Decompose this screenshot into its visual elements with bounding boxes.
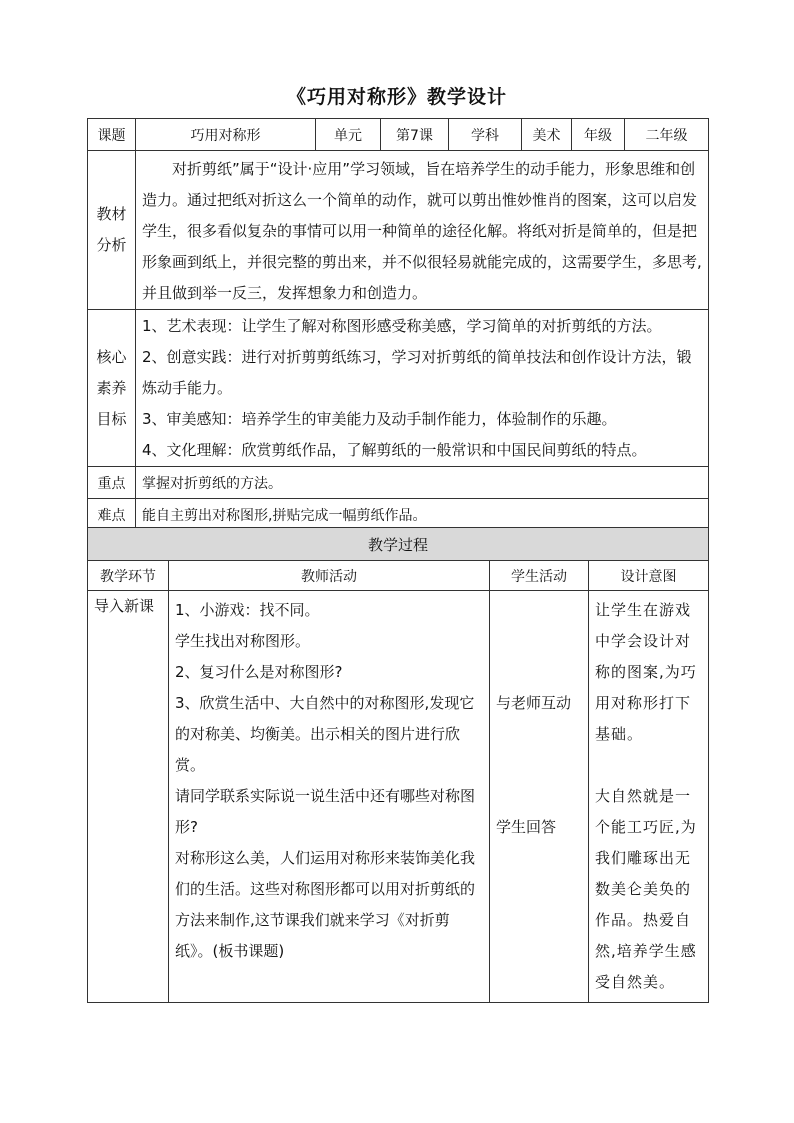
process-heading: 教学过程 — [88, 528, 709, 561]
column-header-stage: 教学环节 — [88, 561, 169, 591]
column-header-teacher: 教师活动 — [169, 561, 490, 591]
analysis-label-line1: 教材 — [96, 205, 127, 223]
teacher-activity-line: 2、复习什么是对称图形? — [175, 663, 343, 681]
analysis-row — [88, 151, 709, 310]
grade-value: 二年级 — [625, 119, 709, 151]
design-intent-1: 让学生在游戏中学会设计对称的图案,为巧用对称形打下基础。 — [595, 601, 697, 743]
topic-label: 课题 — [88, 119, 136, 151]
literacy-item: 4、文化理解：欣赏剪纸作品，了解剪纸的一般常识和中国民间剪纸的特点。 — [142, 440, 647, 459]
unit-value: 第7课 — [381, 119, 449, 151]
teacher-activity-line: 3、欣赏生活中、大自然中的对称图形,发现它的对称美、均衡美。出示相关的图片进行欣赏。 — [175, 694, 475, 774]
student-activity-2: 学生回答 — [496, 818, 557, 836]
teacher-activity-cell — [169, 591, 490, 1003]
literacy-label-line2: 素养 — [96, 378, 127, 397]
literacy-label-line1: 核心 — [96, 347, 127, 366]
literacy-item: 3、审美感知：培养学生的审美能力及动手制作能力，体验制作的乐趣。 — [142, 409, 617, 428]
document-title: 《巧用对称形》教学设计 — [286, 86, 507, 108]
column-header-intent: 设计意图 — [589, 561, 709, 591]
literacy-item: 1、艺术表现：让学生了解对称图形感受称美感，学习简单的对折剪纸的方法。 — [142, 316, 662, 335]
process-row-intro — [88, 591, 709, 1003]
difficulty-text: 能自主剪出对称图形,拼贴完成一幅剪纸作品。 — [136, 499, 709, 531]
topic-value: 巧用对称形 — [136, 119, 316, 151]
key-point-text: 掌握对折剪纸的方法。 — [136, 467, 709, 499]
unit-label: 单元 — [316, 119, 381, 151]
literacy-label — [88, 310, 136, 467]
key-point-label: 重点 — [88, 467, 136, 499]
literacy-row — [88, 310, 709, 467]
grade-label: 年级 — [572, 119, 625, 151]
teacher-activity-line: 请同学联系实际说一说生活中还有哪些对称图形? — [175, 787, 476, 836]
literacy-label-line3: 目标 — [96, 409, 127, 428]
literacy-items — [136, 310, 709, 467]
teacher-activity-line: 学生找出对称图形。 — [175, 632, 311, 650]
student-activity-cell — [490, 591, 589, 1003]
key-point-row — [88, 467, 709, 499]
stage-cell: 导入新课 — [88, 591, 169, 1003]
teacher-activity-line: 对称形这么美，人们运用对称形来装饰美化我们的生活。这些对称图形都可以用对折剪纸的方法来制作,这节课我们就来学习《对折剪纸》。(板书课题) — [175, 849, 476, 960]
lesson-info-table — [87, 118, 709, 531]
analysis-label — [88, 151, 136, 310]
process-columns-row — [88, 561, 709, 591]
design-intent-cell — [589, 591, 709, 1003]
analysis-label-line2: 分析 — [96, 236, 127, 254]
design-intent-2: 大自然就是一个能工巧匠,为我们雕琢出无数美仑美奂的作品。热爱自然,培养学生感 受自然美。 — [595, 787, 697, 991]
teacher-activity-line: 1、小游戏：找不同。 — [175, 601, 320, 619]
subject-value: 美术 — [522, 119, 572, 151]
student-activity-1: 与老师互动 — [496, 694, 572, 712]
difficulty-label: 难点 — [88, 499, 136, 531]
header-row — [88, 119, 709, 151]
subject-label: 学科 — [449, 119, 522, 151]
literacy-item: 2、创意实践：进行对折剪剪纸练习，学习对折剪纸的简单技法和创作设计方法，锻炼动手能力。 — [142, 347, 692, 397]
column-header-student: 学生活动 — [490, 561, 589, 591]
teaching-process-table — [87, 527, 709, 1003]
difficulty-row — [88, 499, 709, 531]
process-heading-row — [88, 528, 709, 561]
analysis-text: 对折剪纸”属于“设计·应用”学习领域，旨在培养学生的动手能力，形象思维和创造力。通过把纸对折这么一个简单的动作，就可以剪出惟妙惟肖的图案，这可以启发学生，很多看似复杂的事情可以用一种简单的途径化解。将纸对折是简单的，但是把形象画到纸上，并很完整的剪出来，并不似很轻易就能完成的，这需要学生，多思考,并且做到举一反三，发挥想象力和创造力。 — [136, 151, 709, 310]
